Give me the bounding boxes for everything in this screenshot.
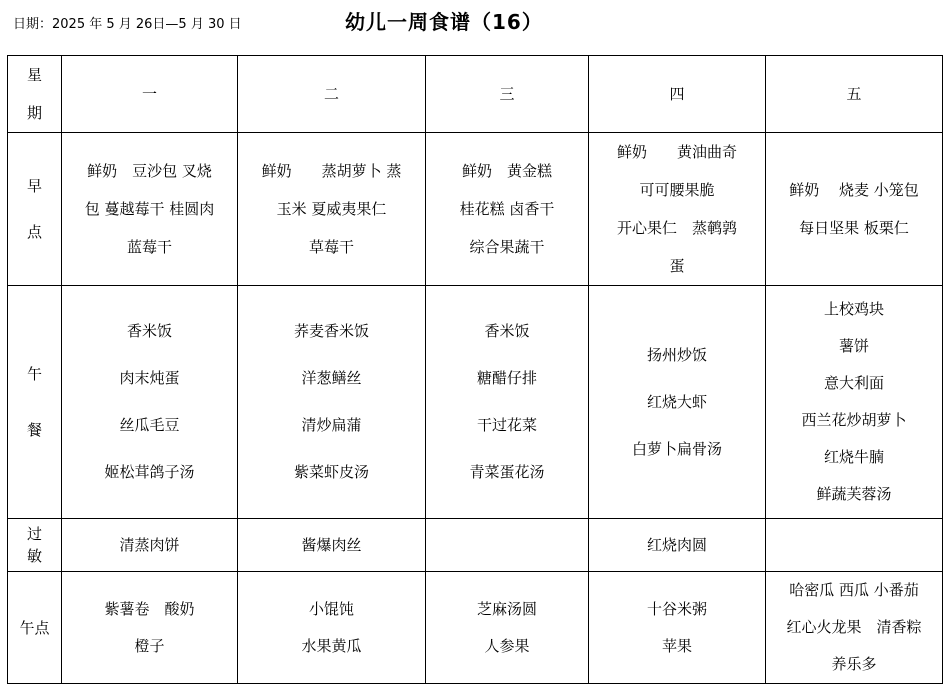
day-header-3: 三 — [426, 56, 589, 133]
menu-item: 西兰花炒胡萝卜 — [801, 411, 907, 429]
menu-item: 鲜奶 黄金糕 — [461, 162, 552, 180]
menu-item: 玉米 夏威夷果仁 — [276, 200, 387, 218]
breakfast-label — [8, 133, 62, 286]
menu-item: 鲜奶 黄油曲奇 — [616, 143, 737, 161]
menu-item: 星 — [26, 66, 42, 84]
allergy-day-5 — [766, 519, 943, 572]
menu-item: 上校鸡块 — [823, 300, 884, 318]
menu-item: 餐 — [26, 421, 42, 439]
lunch-day-1 — [62, 286, 238, 519]
menu-item: 草莓干 — [308, 238, 354, 256]
menu-item: 红烧大虾 — [646, 392, 707, 411]
snack-label: 午点 — [8, 572, 62, 684]
menu-item: 可可腰果脆 — [639, 181, 715, 199]
menu-item: 点 — [26, 223, 42, 241]
snack-row — [8, 572, 943, 684]
day-header-4: 四 — [589, 56, 766, 133]
breakfast-day-1 — [62, 133, 238, 286]
menu-item: 十谷米粥 — [646, 599, 707, 618]
snack-day-1 — [62, 572, 238, 684]
menu-item: 综合果蔬干 — [469, 238, 545, 256]
date-range: 日期：2025 年 5 月 26日—5 月 30 日 — [13, 17, 242, 32]
page-title: 幼儿一周食谱（16） — [345, 10, 543, 34]
snack-day-4 — [589, 572, 766, 684]
menu-item: 包 蔓越莓干 桂圆肉 — [84, 200, 215, 218]
weekday-label — [8, 56, 62, 133]
breakfast-day-2 — [238, 133, 426, 286]
menu-item: 芝麻汤圆 — [476, 599, 537, 618]
allergy-day-1: 清蒸肉饼 — [62, 519, 238, 572]
weekday-row — [8, 56, 943, 133]
menu-item: 蓝莓干 — [126, 238, 172, 256]
allergy-day-4: 红烧肉圆 — [589, 519, 766, 572]
menu-item: 鲜奶 蒸胡萝卜 蒸 — [261, 162, 402, 180]
menu-item: 水果黄瓜 — [301, 636, 362, 655]
weekly-menu-table — [7, 55, 943, 684]
breakfast-day-4 — [589, 133, 766, 286]
menu-item: 青菜蛋花汤 — [469, 463, 545, 481]
menu-item: 小馄饨 — [308, 599, 354, 618]
menu-item: 香米饭 — [126, 322, 172, 340]
menu-item: 开心果仁 蒸鹌鹑 — [616, 219, 737, 237]
menu-item: 养乐多 — [831, 655, 877, 673]
menu-item: 香米饭 — [484, 322, 530, 340]
menu-item: 意大利面 — [823, 374, 884, 392]
menu-item: 白萝卜扁骨汤 — [631, 439, 722, 458]
allergy-day-3 — [426, 519, 589, 572]
menu-item: 红烧牛腩 — [823, 448, 884, 466]
menu-item: 清炒扁蒲 — [301, 416, 362, 434]
menu-item: 荞麦香米饭 — [293, 322, 369, 340]
menu-item: 肉末炖蛋 — [119, 369, 180, 387]
menu-item: 姬松茸鸽子汤 — [104, 463, 195, 481]
allergy-day-2: 酱爆肉丝 — [238, 519, 426, 572]
menu-item: 每日坚果 板栗仁 — [799, 219, 909, 237]
breakfast-day-5 — [766, 133, 943, 286]
menu-item: 午 — [26, 365, 42, 383]
lunch-day-2 — [238, 286, 426, 519]
menu-item: 干过花菜 — [476, 416, 537, 434]
menu-item: 期 — [26, 104, 42, 122]
menu-item: 薯饼 — [838, 337, 869, 355]
day-header-1: 一 — [62, 56, 238, 133]
lunch-label — [8, 286, 62, 519]
menu-item: 苹果 — [661, 636, 692, 655]
menu-item: 糖醋仔排 — [476, 369, 537, 387]
breakfast-day-3 — [426, 133, 589, 286]
day-header-5: 五 — [766, 56, 943, 133]
menu-item: 哈密瓜 西瓜 小番茄 — [789, 581, 919, 599]
menu-item: 洋葱鳝丝 — [301, 369, 362, 387]
menu-item: 红心火龙果 清香粽 — [786, 618, 922, 636]
menu-item: 鲜蔬芙蓉汤 — [816, 485, 892, 503]
snack-day-3 — [426, 572, 589, 684]
lunch-row — [8, 286, 943, 519]
day-header-2: 二 — [238, 56, 426, 133]
menu-item: 早 — [26, 177, 42, 195]
lunch-day-3 — [426, 286, 589, 519]
menu-item: 桂花糕 卤香干 — [459, 200, 555, 218]
menu-item: 丝瓜毛豆 — [119, 416, 180, 434]
allergy-row — [8, 519, 943, 572]
breakfast-row — [8, 133, 943, 286]
snack-day-2 — [238, 572, 426, 684]
snack-day-5 — [766, 572, 943, 684]
lunch-day-4 — [589, 286, 766, 519]
menu-item: 鲜奶 烧麦 小笼包 — [789, 181, 919, 199]
menu-item: 扬州炒饭 — [646, 345, 707, 364]
menu-item: 紫菜虾皮汤 — [293, 463, 369, 481]
menu-item: 紫薯卷 酸奶 — [104, 599, 195, 618]
lunch-day-5 — [766, 286, 943, 519]
menu-item: 橙子 — [134, 636, 165, 655]
menu-item: 人参果 — [484, 636, 530, 655]
menu-item: 蛋 — [669, 257, 685, 275]
menu-item: 鲜奶 豆沙包 叉烧 — [87, 162, 212, 180]
allergy-label: 过敏 — [8, 519, 62, 572]
